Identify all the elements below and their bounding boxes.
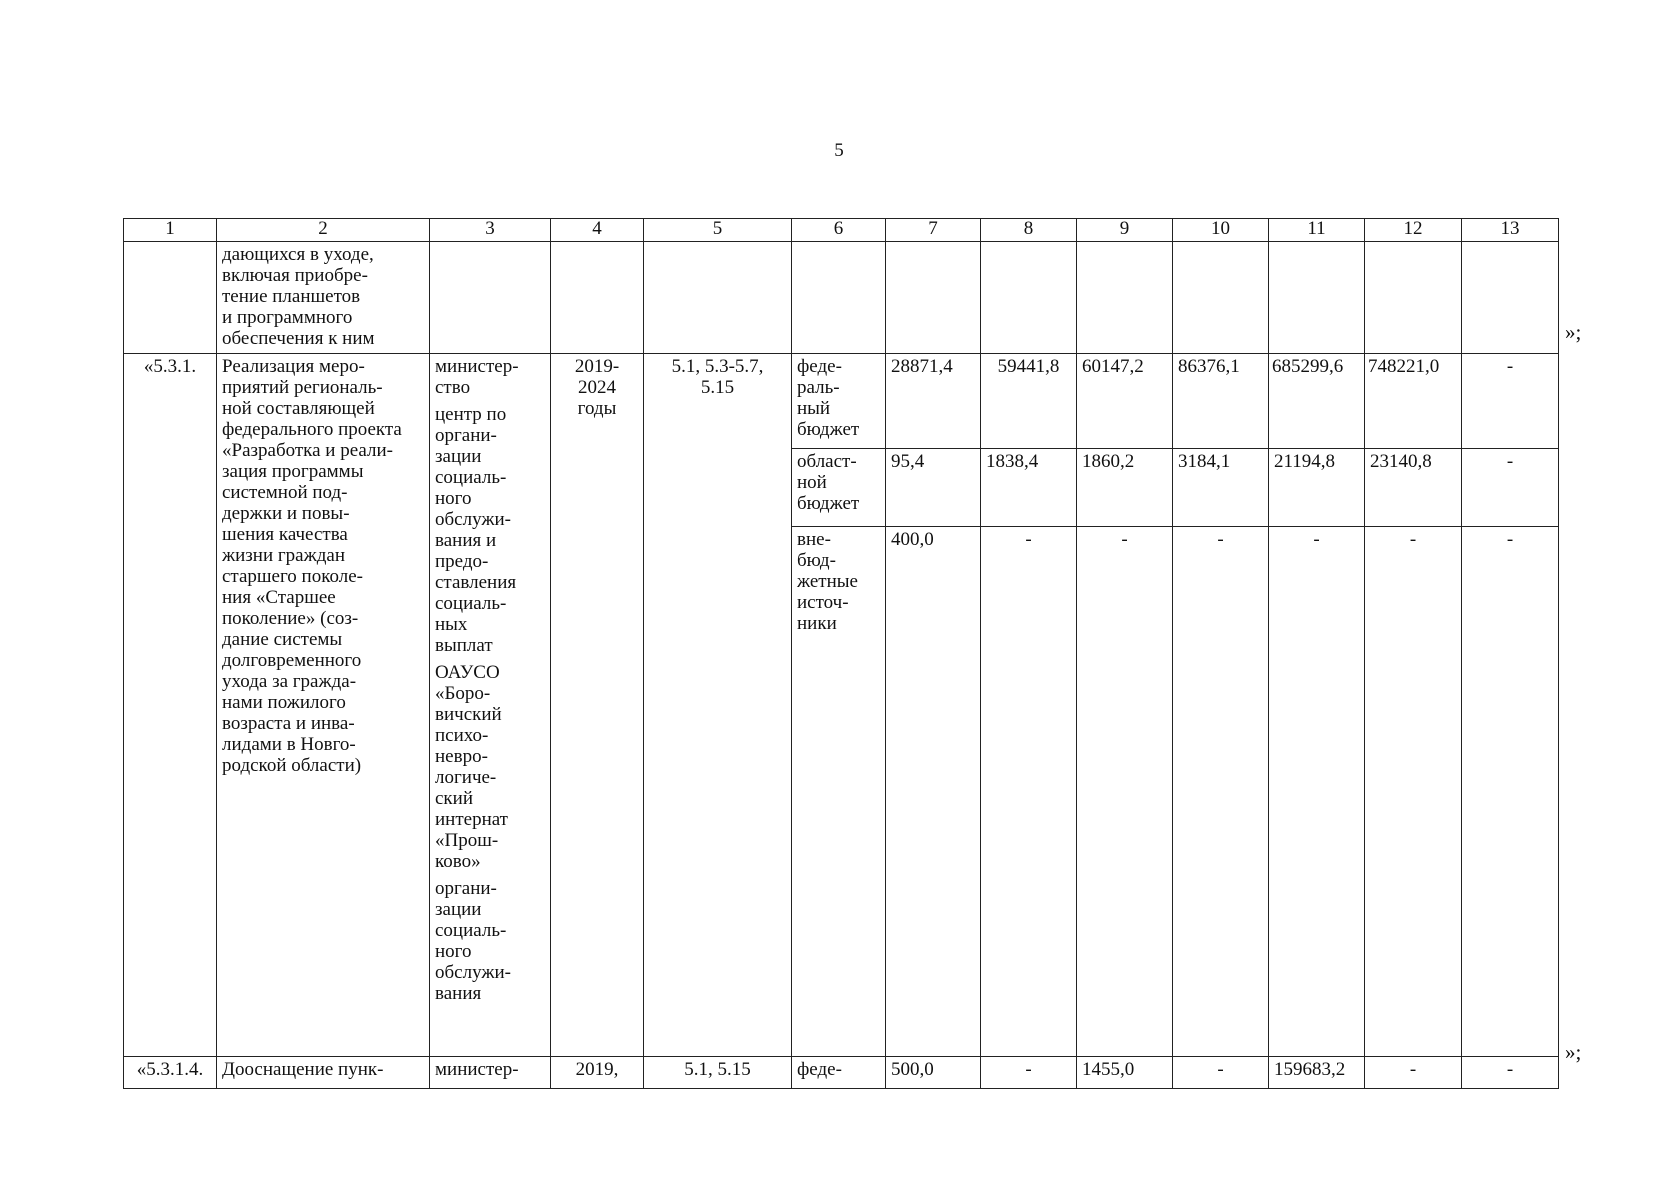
amount: -	[1462, 527, 1559, 1057]
closing-quote: »;	[1565, 1040, 1582, 1064]
column-number: 6	[792, 219, 886, 242]
column-number-row	[124, 219, 1559, 242]
column-number: 7	[886, 219, 981, 242]
executor: министер- ство	[435, 356, 519, 398]
amount: 400,0	[886, 527, 981, 1057]
amount: -	[1462, 449, 1559, 527]
column-number: 11	[1269, 219, 1365, 242]
executor: центр по органи- зации социаль- ного обслужи- вания и предо- ставления социаль- ных выплат	[435, 404, 517, 656]
amount: 1838,4	[981, 449, 1077, 527]
amount: 23140,8	[1365, 449, 1462, 527]
column-number: 12	[1365, 219, 1462, 242]
amount: 685299,6	[1269, 354, 1365, 449]
amount: 59441,8	[981, 354, 1077, 449]
amount: 1860,2	[1077, 449, 1173, 527]
column-number: 2	[217, 219, 430, 242]
table-row	[124, 1057, 1559, 1089]
amount: 28871,4	[886, 354, 981, 449]
amount: 500,0	[886, 1057, 981, 1089]
amount: 86376,1	[1173, 354, 1269, 449]
funding-source: вне- бюд- жетные источ- ники	[792, 527, 886, 1057]
years: 2019,	[551, 1057, 644, 1089]
activity-name: Реализация меро- приятий региональ- ной составляющей федерального проекта «Разработка и реали- зация программы системной под- держки и повы- шения качества жизни граждан старшего поколе- ния «Старшее поколение» (соз- дание системы долговременного ухода за гражда- нами пожилого возраста и инва- лидами в Новго- родской области)	[217, 354, 430, 1057]
table-row	[124, 354, 1559, 449]
amount: -	[1462, 354, 1559, 449]
amount: -	[981, 1057, 1077, 1089]
row-code: «5.3.1.4.	[124, 1057, 217, 1089]
executor: ОАУСО «Боро- вичский психо- невро- логиче- ский интернат «Прош- ково»	[435, 662, 508, 872]
amount: 159683,2	[1269, 1057, 1365, 1089]
continuation-text: дающихся в уходе, включая приобре- тение планшетов и программного обеспечения к ним	[217, 242, 430, 354]
executor: органи- зации социаль- ного обслужи- вания	[435, 878, 511, 1004]
continuation-row	[124, 242, 1559, 354]
amount: 21194,8	[1269, 449, 1365, 527]
amount: -	[1365, 1057, 1462, 1089]
amount: 1455,0	[1077, 1057, 1173, 1089]
column-number: 4	[551, 219, 644, 242]
column-number: 1	[124, 219, 217, 242]
closing-quote: »;	[1565, 320, 1582, 344]
column-number: 13	[1462, 219, 1559, 242]
amount: -	[1462, 1057, 1559, 1089]
funding-source: феде- раль- ный бюджет	[792, 354, 886, 449]
amount: 95,4	[886, 449, 981, 527]
amount: 748221,0	[1365, 354, 1462, 449]
amount: -	[1173, 527, 1269, 1057]
activity-name: Дооснащение пунк-	[217, 1057, 430, 1089]
amount: -	[1269, 527, 1365, 1057]
amount: 3184,1	[1173, 449, 1269, 527]
program-table	[123, 218, 1559, 1089]
column-number: 3	[430, 219, 551, 242]
amount: -	[1077, 527, 1173, 1057]
funding-source: феде-	[792, 1057, 886, 1089]
row-code: «5.3.1.	[124, 354, 217, 1057]
amount: -	[1173, 1057, 1269, 1089]
amount: 60147,2	[1077, 354, 1173, 449]
target-indicators: 5.1, 5.3-5.7, 5.15	[644, 354, 792, 1057]
page-number: 5	[834, 140, 844, 161]
target-indicators: 5.1, 5.15	[644, 1057, 792, 1089]
column-number: 8	[981, 219, 1077, 242]
amount: -	[981, 527, 1077, 1057]
years: 2019- 2024 годы	[551, 354, 644, 1057]
column-number: 5	[644, 219, 792, 242]
executors-cell	[430, 354, 551, 1057]
amount: -	[1365, 527, 1462, 1057]
executor: министер-	[430, 1057, 551, 1089]
funding-source: област- ной бюджет	[792, 449, 886, 527]
column-number: 10	[1173, 219, 1269, 242]
column-number: 9	[1077, 219, 1173, 242]
